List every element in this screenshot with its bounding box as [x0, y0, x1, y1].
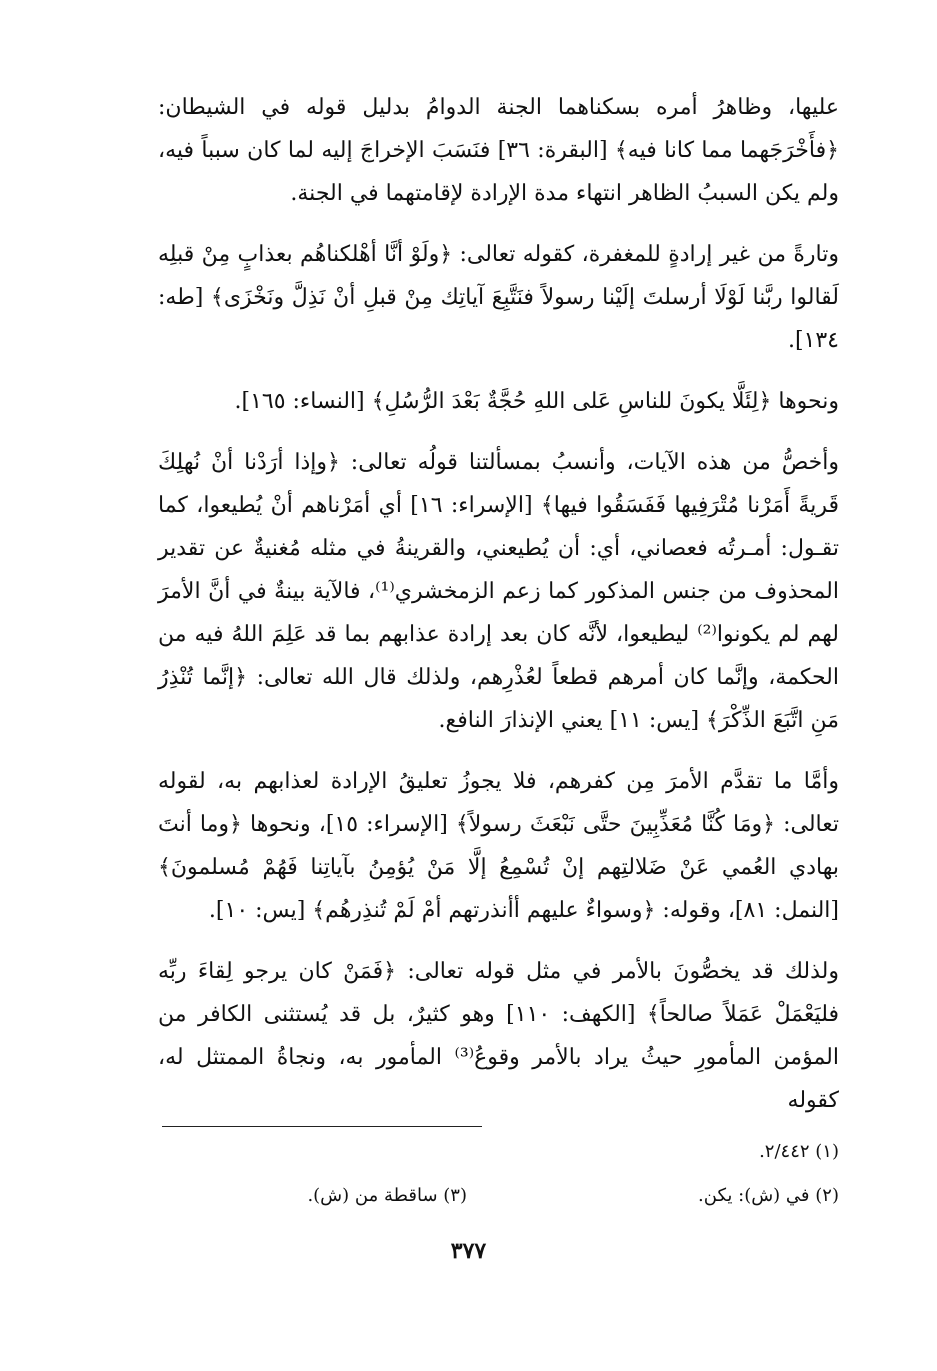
footnote-3: (٣) ساقطة من (ش).	[307, 1185, 467, 1206]
main-text	[158, 86, 839, 1371]
footnote-divider	[162, 1126, 482, 1127]
paragraph-5: وأمَّا ما تقدَّم الأمرَ مِن كفرهم، فلا يجوزُ تعليقُ الإرادة لعذابهم به، لقوله تعالى: ﴿ومَا كُنَّا مُعَذِّبِينَ حتَّى نَبْعَثَ رسولاً﴾ [الإسراء: ١٥]، ونحوها ﴿وما أنتَ بهادي العُمي عَنْ ضَلالتِهم إنْ تُسْمِعُ إلَّا مَنْ يُؤمِنُ بآياتِنا فَهُمْ مُسلمونَ﴾ [النمل: ٨١]، وقوله: ﴿وسواءٌ عليهم أأنذرتهم أمْ لَمْ تُنذِرهُم﴾ [يس: ١٠].	[158, 769, 839, 923]
footnote-2: (٢) في (ش): يكن.	[698, 1185, 839, 1206]
paragraph-4: وأخصُّ من هذه الآيات، وأنسبُ بمسألتنا قولُه تعالى: ﴿وإذا أرَدْنا أنْ نُهلِكَ قَريةً أَمَرْنا مُتْرَفِيها فَفَسَقُوا فيها﴾ [الإسراء: ١٦] أي أمَرْناهم أنْ يُطيعوا، كما تقـول: أمـرتُه فعصاني، أي: أن يُطيعني، والقرينةُ في مثله مُغنيةٌ عن تقدير المحذوف من جنس المذكور كما زعم الزمخشري⁽¹⁾، فالآية بينةٌ في أنَّ الأمرَ لهم لم يكونوا⁽²⁾ ليطيعوا، لأنَّه كان بعد إرادة عذابهم بما قد عَلِمَ اللهُ فيه من الحكمة، وإنَّما كان أمرهم قطعاً لعُذْرِهم، ولذلك قال الله تعالى: ﴿إنَّما تُنْذِرُ مَنِ اتَّبَعَ الذِّكْرَ﴾ [يس: ١١] يعني الإنذارَ النافع.	[158, 450, 840, 733]
paragraph-6: ولذلك قد يخصُّونَ بالأمر في مثل قوله تعالى: ﴿فَمَنْ كان يرجو لِقاءَ ربِّه فليَعْمَلْ عَمَلاً صالحاً﴾ [الكهف: ١١٠] وهو كثيرٌ، بل قد يُستثنى الكافر من المؤمن المأمورِ حيثُ يراد بالأمر وقوعُ⁽³⁾ المأمور به، ونجاةُ الممتثل له، كقوله	[158, 959, 840, 1113]
paragraph-3: ونحوها ﴿لِئَلَّا يكونَ للناسِ عَلى اللهِ حُجَّةٌ بَعْدَ الرُّسُلِ﴾ [النساء: ١٦٥].	[234, 389, 839, 414]
paragraph-2: وتارةً من غير إرادةٍ للمغفرة، كقوله تعالى: ﴿ولَوْ أنَّا أهْلكناهُم بعذابٍ مِنْ قبلِه لَقالوا ربَّنا لَوْلَا أرسلتَ إلَيْنا رسولاً فنَتَّبِعَ آياتِك مِنْ قبلِ أنْ نَذِلَّ ونَخْزَى﴾ [طه: ١٣٤].	[158, 242, 839, 353]
footnote-1: (١) ٢/٤٤٢.	[759, 1141, 839, 1162]
page-number: ٣٧٧	[450, 1238, 487, 1264]
paragraph-1: عليها، وظاهرُ أمره بسكناهما الجنة الدوامُ بدليل قوله في الشيطان: ﴿فأَخْرَجَهما مما كانا فيه﴾ [البقرة: ٣٦] فنَسَبَ الإخراجَ إليه لما كان سبباً فيه، ولم يكن السببُ الظاهر انتهاء مدة الإرادة لإقامتهما في الجنة.	[158, 95, 839, 206]
